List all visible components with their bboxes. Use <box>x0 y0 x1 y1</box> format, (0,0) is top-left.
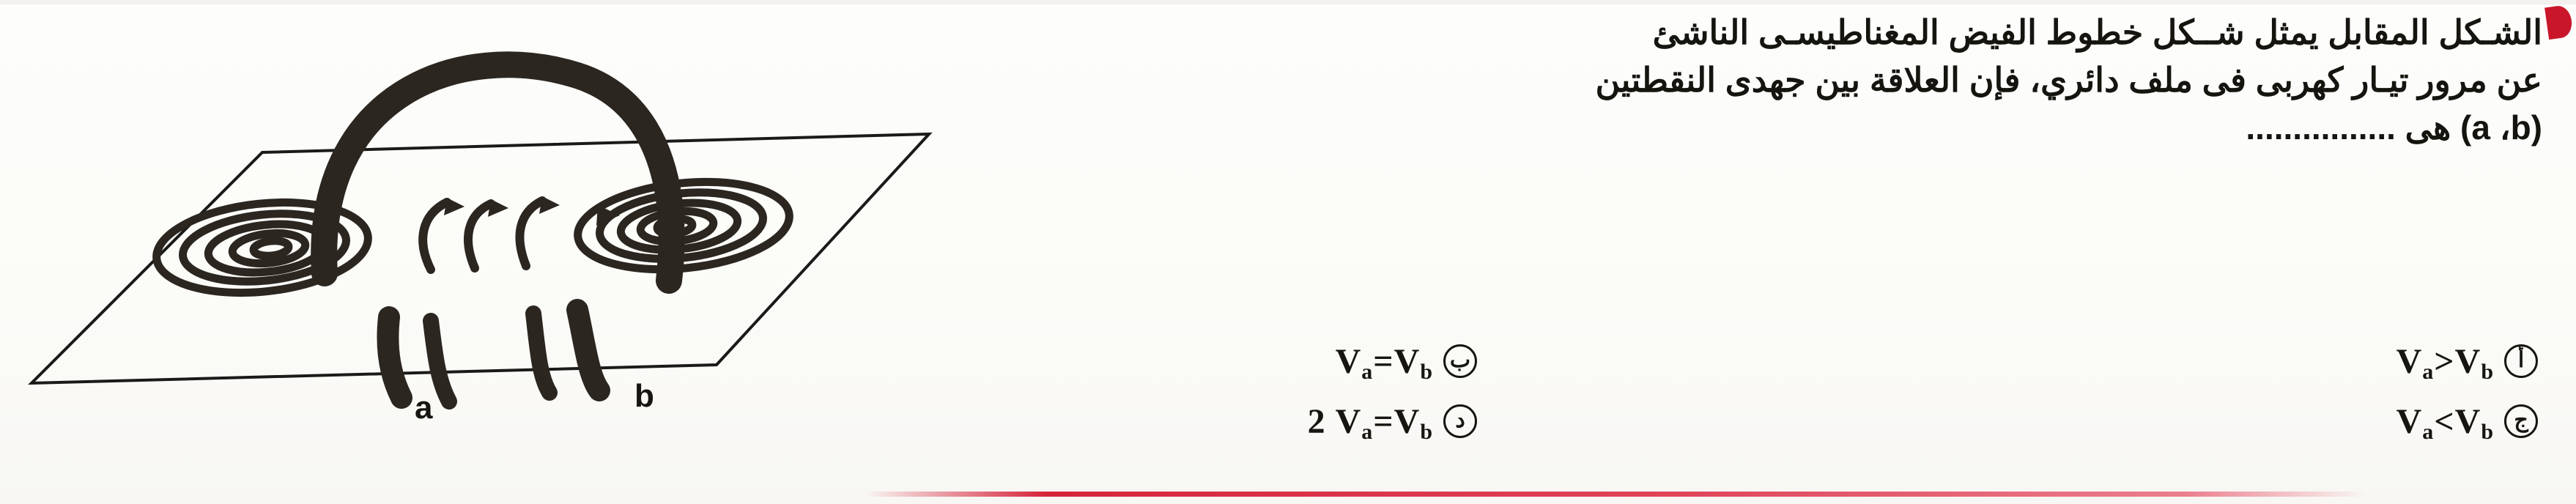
point-label-b: b <box>634 378 654 414</box>
plane-outline <box>32 134 929 383</box>
choice-formula: 2 $V_a=V_b$ <box>1307 401 1433 444</box>
coil-lead-a-inner <box>431 321 449 401</box>
coil-lead-b <box>577 310 599 390</box>
figure-magnetic-flux-diagram <box>21 6 988 460</box>
choice-bullet-icon: د <box>1443 404 1477 438</box>
question-line-2: عن مرور تيـار كهربى فى ملف دائري، فإن العلاقة بين جهدى النقطتين <box>1595 61 2542 100</box>
center-field-arrowheads <box>444 196 560 217</box>
question-line-3: (a ،b) هى ................ <box>2246 108 2542 147</box>
coil-lead-a <box>388 317 401 398</box>
choices-column-middle <box>1162 331 1477 451</box>
question-line-1: الشـكل المقابل يمثل شــكل خطوط الفيض المغناطيسـى الناشئ <box>1652 13 2542 51</box>
choice-option-b[interactable] <box>1162 331 1477 391</box>
choice-option-c[interactable] <box>2274 391 2538 451</box>
bottom-red-rule <box>865 492 2366 497</box>
center-field-arrows <box>423 201 542 270</box>
choice-option-d[interactable] <box>1162 391 1477 451</box>
choice-formula: $V_a>V_b$ <box>2396 341 2494 384</box>
choices-column-right <box>2274 331 2538 451</box>
choice-bullet-icon: ب <box>1443 344 1477 378</box>
figure-svg <box>21 6 988 460</box>
choice-option-a[interactable] <box>2274 331 2538 391</box>
question-text <box>989 10 2542 151</box>
choice-formula: $V_a<V_b$ <box>2396 401 2494 444</box>
scan-edge <box>0 0 2576 4</box>
choice-bullet-icon: ج <box>2504 404 2538 438</box>
choice-bullet-icon: أ <box>2504 344 2538 378</box>
coil-lead-b-inner <box>533 314 549 393</box>
flux-spiral-left <box>152 193 373 303</box>
choice-formula: $V_a=V_b$ <box>1335 341 1433 384</box>
point-label-a: a <box>415 390 433 426</box>
